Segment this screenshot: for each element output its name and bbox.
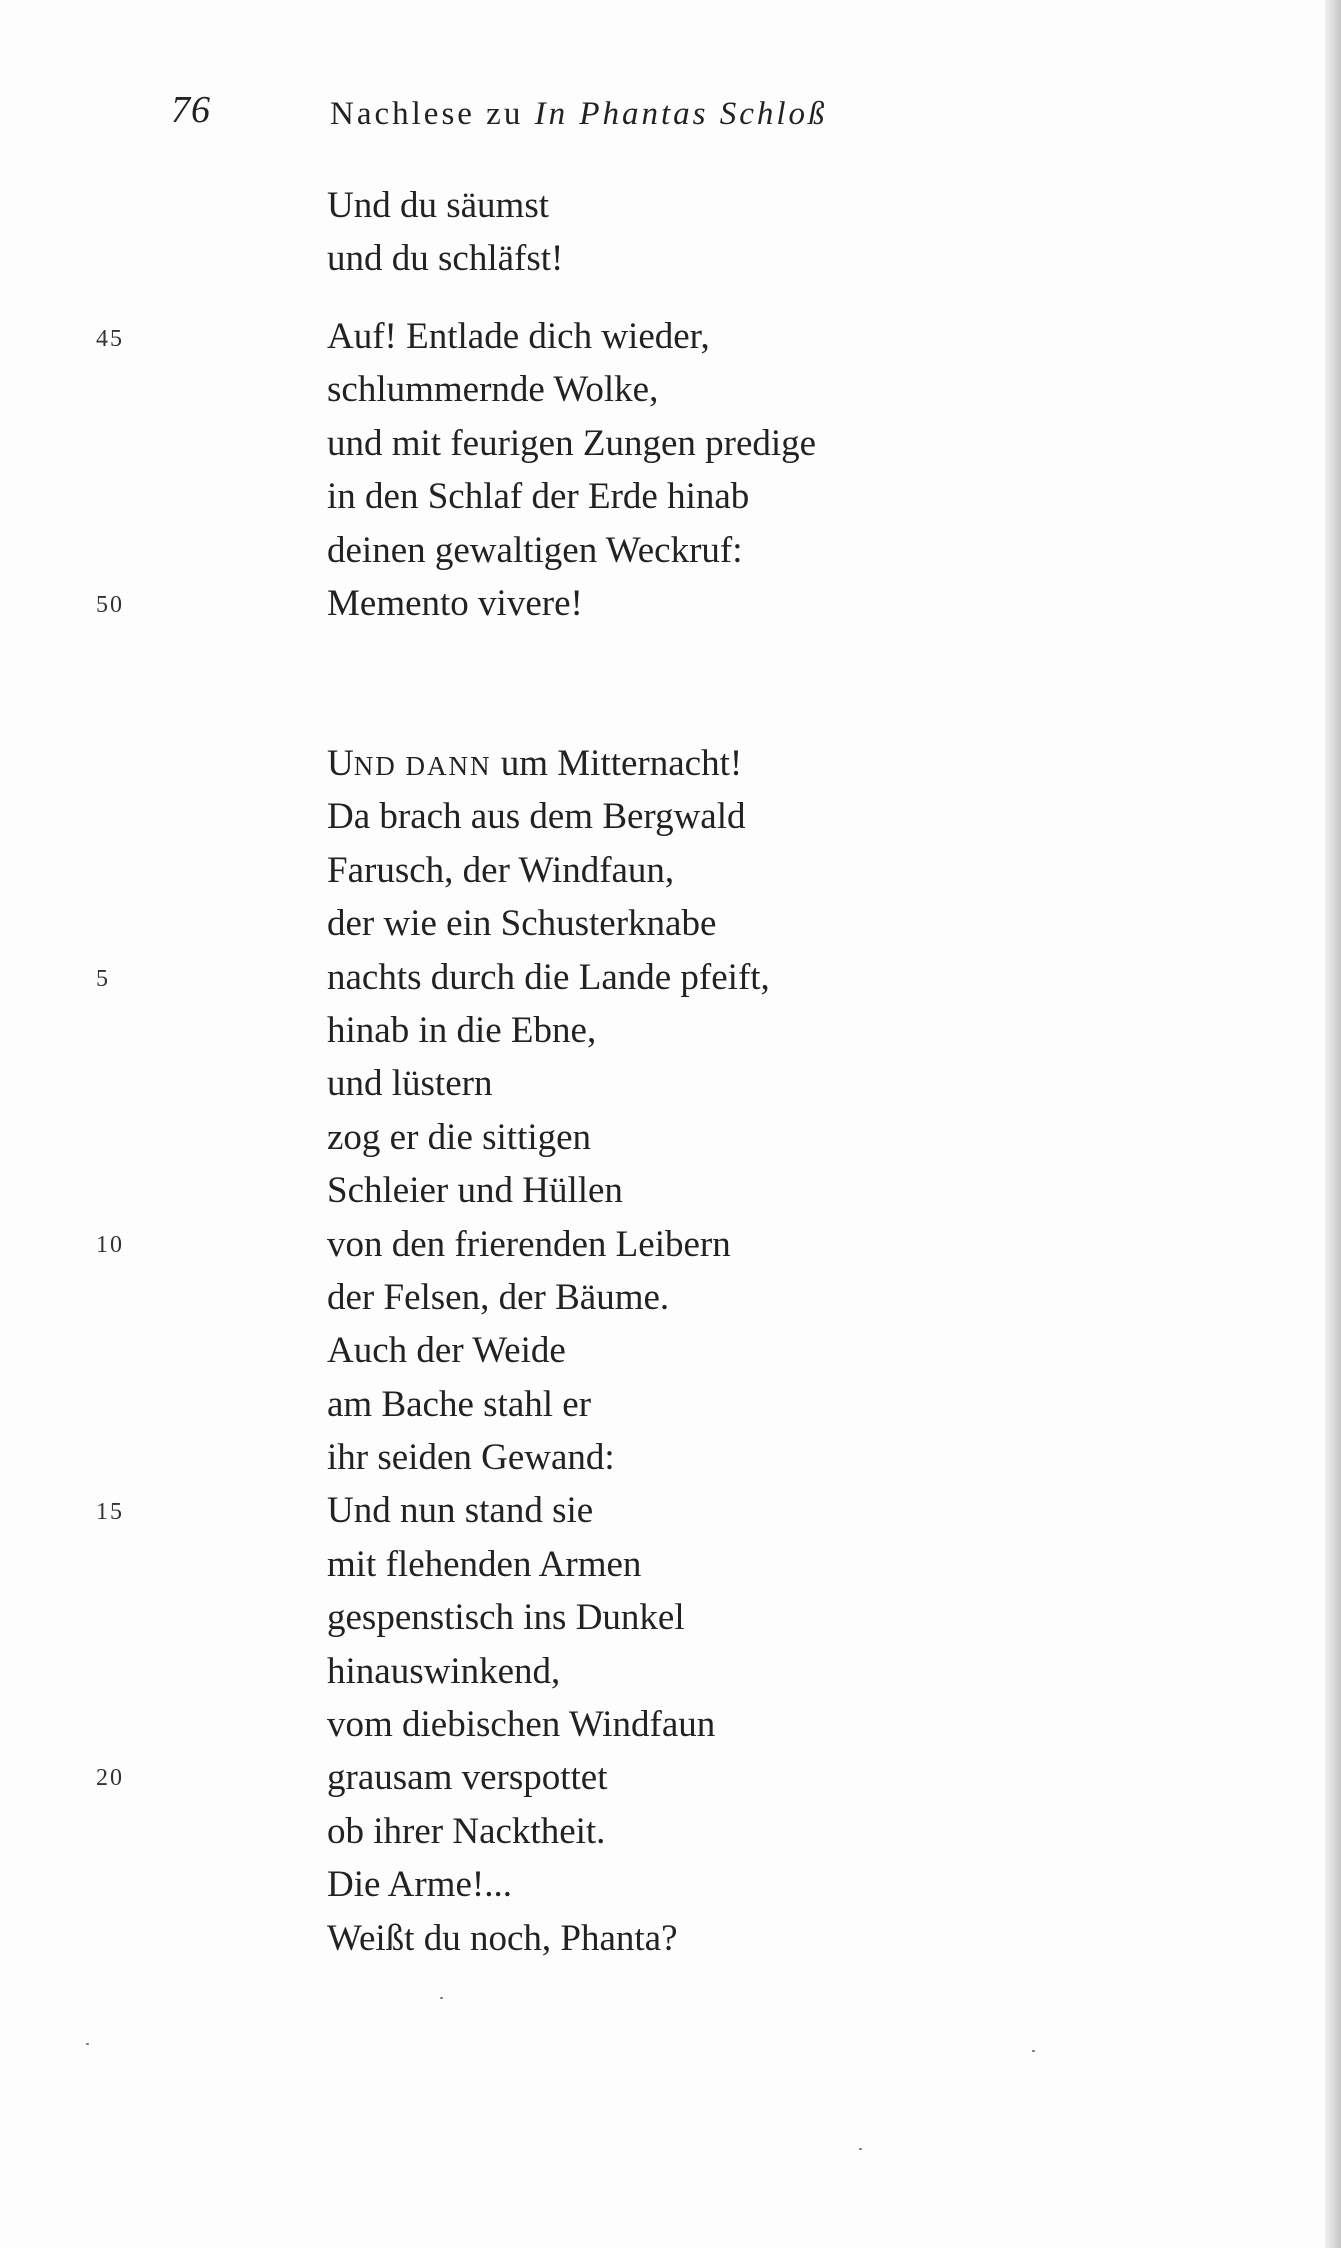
verse-line: Farusch, der Windfaun, — [327, 849, 675, 891]
verse-line: Auf! Entlade dich wieder, — [327, 316, 710, 357]
verse-line-first — [327, 737, 770, 790]
verse-line: zog er die sittigen — [327, 1116, 592, 1158]
verse-line: hinauswinkend, — [327, 1650, 561, 1692]
verse-line: in den Schlaf der Erde hinab — [327, 476, 750, 518]
paper-speck — [86, 2043, 89, 2045]
verse-line: mit flehenden Armen — [327, 1543, 642, 1585]
paper-speck — [440, 1997, 443, 1999]
verse-line: ob ihrer Nacktheit. — [327, 1810, 606, 1852]
verse-line: schlummernde Wolke, — [327, 369, 659, 411]
running-title-work: In Phantas Schloß — [534, 96, 828, 132]
verse-line: Auch der Weide — [327, 1330, 566, 1372]
verse-line: Schleier und Hüllen — [327, 1170, 623, 1212]
verse-line: Memento vivere! — [327, 582, 583, 624]
verse-line: hinab in die Ebne, — [327, 1009, 597, 1051]
line-number: 5 — [96, 966, 110, 992]
verse-line: der Felsen, der Bäume. — [327, 1276, 670, 1318]
verse-line: von den frierenden Leibern — [327, 1223, 731, 1265]
verse-line: und du schläfst! — [327, 238, 564, 280]
poem-2 — [327, 737, 770, 1965]
verse-line: Und nun stand sie — [327, 1490, 594, 1532]
verse-line: Weißt du noch, Phanta? — [327, 1917, 678, 1959]
line-number: 10 — [96, 1232, 124, 1258]
page-edge-shadow — [1325, 0, 1341, 2248]
verse-line: und mit feurigen Zungen predige — [327, 422, 817, 464]
verse-line: grausam verspottet — [327, 1757, 608, 1799]
running-title — [330, 96, 828, 133]
verse-line: gespenstisch ins Dunkel — [327, 1597, 685, 1639]
stanza-1 — [327, 179, 563, 286]
verse-line: ihr seiden Gewand: — [327, 1437, 615, 1479]
verse-line: der wie ein Schusterknabe — [327, 903, 717, 945]
running-title-prefix: Nachlese zu — [330, 96, 535, 132]
paper-speck — [859, 2148, 862, 2150]
paper-speck — [1032, 2050, 1035, 2052]
line-number: 50 — [96, 592, 124, 618]
verse-line: vom diebischen Windfaun — [327, 1704, 716, 1746]
small-caps-opening: ND DANN — [353, 751, 492, 781]
line-number: 20 — [96, 1765, 124, 1791]
line-number: 15 — [96, 1499, 124, 1525]
verse-line: Die Arme!... — [327, 1864, 512, 1906]
page-number: 76 — [171, 89, 211, 131]
verse-line: nachts durch die Lande pfeift, — [327, 956, 770, 998]
line-number: 45 — [96, 326, 124, 352]
verse-line: und lüstern — [327, 1063, 493, 1105]
verse-line: am Bache stahl er — [327, 1383, 592, 1425]
verse-line: Da brach aus dem Bergwald — [327, 796, 746, 838]
initial-capital: U — [327, 743, 354, 784]
verse-line: deinen gewaltigen Weckruf: — [327, 529, 743, 571]
first-line-rest: um Mitternacht! — [491, 743, 743, 784]
verse-line: Und du säumst — [327, 185, 549, 226]
stanza-2 — [327, 310, 816, 630]
